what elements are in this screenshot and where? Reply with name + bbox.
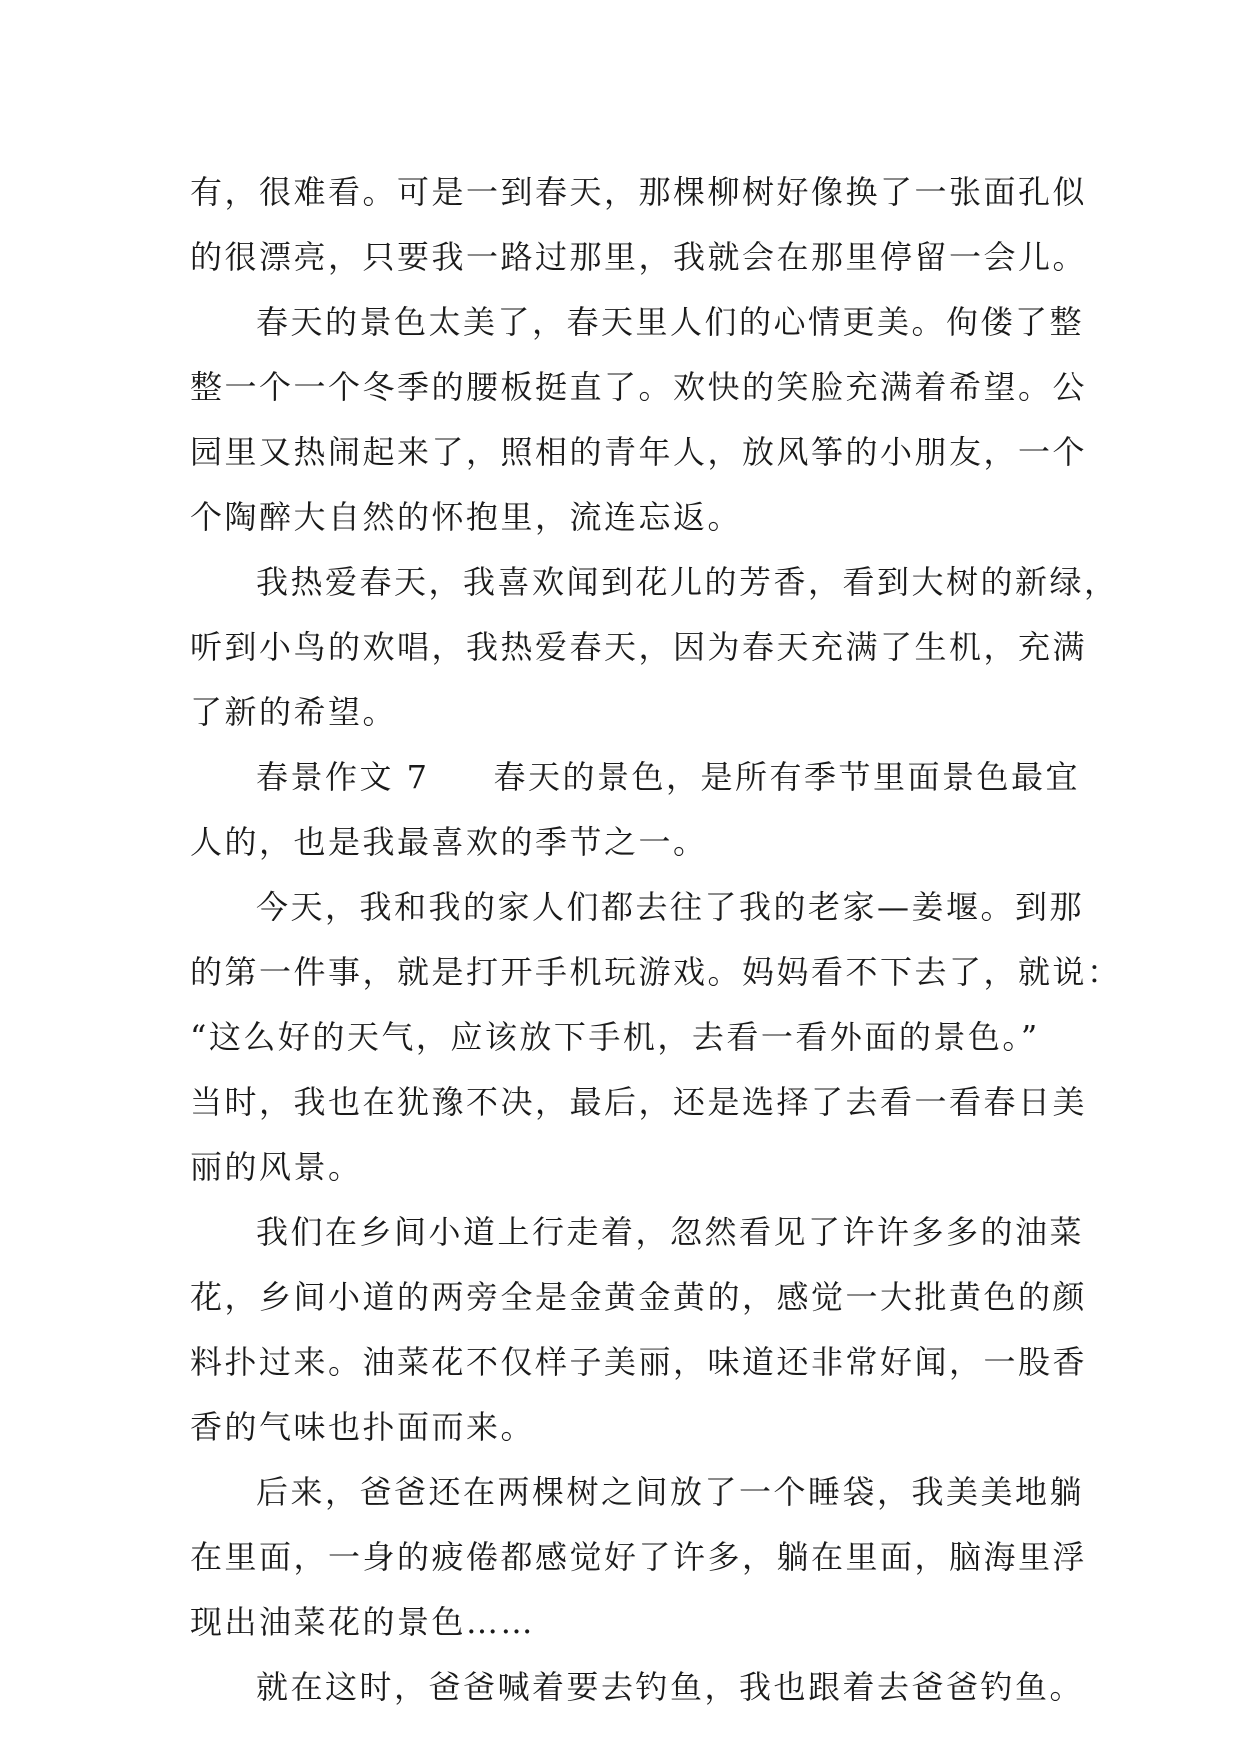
- section-heading: 春景作文 7: [256, 758, 430, 796]
- text-line-14: “这么好的天气，应该放下手机，去看一看外面的景色。”: [190, 1018, 1040, 1056]
- text-line-19: 料扑过来。油菜花不仅样子美丽，味道还非常好闻，一股香: [190, 1343, 1088, 1381]
- text-line-12: 今天，我和我的家人们都去往了我的老家—姜堰。到那: [256, 888, 1085, 926]
- text-line-20: 香的气味也扑面而来。: [190, 1408, 536, 1446]
- text-line-22: 在里面，一身的疲倦都感觉好了许多，躺在里面，脑海里浮: [190, 1538, 1088, 1576]
- text-line-23: 现出油菜花的景色……: [190, 1603, 536, 1641]
- text-line-8: 听到小鸟的欢唱，我热爱春天，因为春天充满了生机，充满: [190, 628, 1088, 666]
- text-line-16: 丽的风景。: [190, 1148, 363, 1186]
- text-line-1: 有，很难看。可是一到春天，那棵柳树好像换了一张面孔似: [190, 173, 1088, 211]
- text-line-7: 我热爱春天，我喜欢闻到花儿的芳香，看到大树的新绿，: [256, 563, 1119, 601]
- text-line-3: 春天的景色太美了，春天里人们的心情更美。佝偻了整: [256, 303, 1085, 341]
- body-text: [190, 160, 1122, 1720]
- text-line-5: 园里又热闹起来了，照相的青年人，放风筝的小朋友，一个: [190, 433, 1088, 471]
- text-line-15: 当时，我也在犹豫不决，最后，还是选择了去看一看春日美: [190, 1083, 1088, 1121]
- text-line-6: 个陶醉大自然的怀抱里，流连忘返。: [190, 498, 743, 536]
- text-line-11: 人的，也是我最喜欢的季节之一。: [190, 823, 708, 861]
- text-line-18: 花，乡间小道的两旁全是金黄金黄的，感觉一大批黄色的颜: [190, 1278, 1088, 1316]
- text-line-13: 的第一件事，就是打开手机玩游戏。妈妈看不下去了，就说：: [190, 953, 1122, 991]
- text-line-21: 后来，爸爸还在两棵树之间放了一个睡袋，我美美地躺: [256, 1473, 1085, 1511]
- text-line-24: 就在这时，爸爸喊着要去钓鱼，我也跟着去爸爸钓鱼。: [256, 1668, 1085, 1706]
- section-opening-text: 春天的景色，是所有季节里面景色最宜: [493, 758, 1081, 796]
- text-line-2: 的很漂亮，只要我一路过那里，我就会在那里停留一会儿。: [190, 238, 1088, 276]
- text-line-10: [190, 745, 1081, 810]
- text-line-4: 整一个一个冬季的腰板挺直了。欢快的笑脸充满着希望。公: [190, 368, 1088, 406]
- text-line-17: 我们在乡间小道上行走着，忽然看见了许许多多的油菜: [256, 1213, 1085, 1251]
- text-line-9: 了新的希望。: [190, 693, 398, 731]
